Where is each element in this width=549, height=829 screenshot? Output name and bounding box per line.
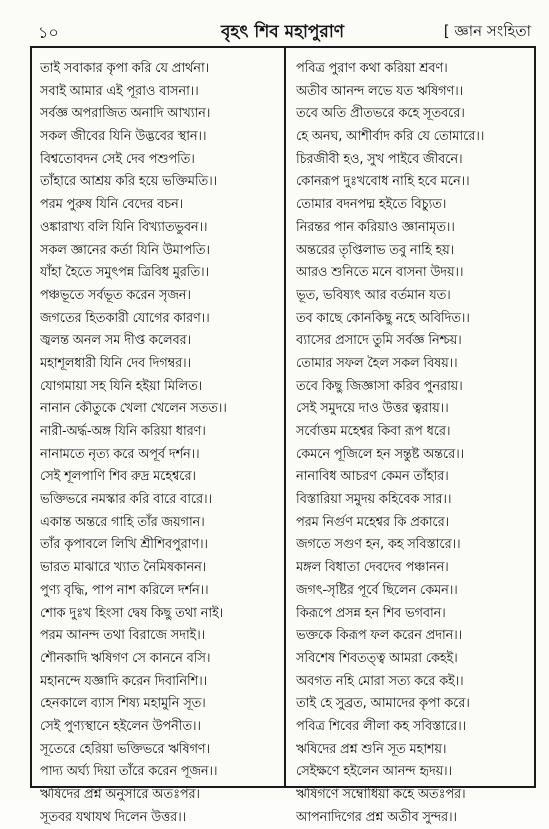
right-verse-line: অন্তরের তৃপ্তিলাভ তবু নাহি হয়। — [296, 242, 454, 258]
left-verse-line: জগতের হিতকারী যোগের কারণ।। — [40, 310, 210, 326]
right-verse-line: পবিত্র শিবের লীলা কহ সবিস্তারে।। — [296, 718, 467, 734]
left-verse-line: ওঙ্কারাখ্য বলি যিনি বিখ্যাতভুবন।। — [40, 219, 208, 235]
left-verse-line: মহাশূলধারী যিনি দেব দিগম্বর।। — [40, 355, 191, 371]
left-verse-line: সূতবর যথাযথ দিলেন উত্তর।। — [40, 809, 187, 825]
right-column — [296, 58, 544, 829]
right-verse-line: তোমার সফল হৈল সকল বিষয়।। — [296, 355, 458, 371]
right-verse-line: আরও শুনিতে মনে বাসনা উদয়।। — [296, 265, 464, 281]
right-verse-line: আপনাদিগের প্রশ্ন অতীব সুন্দর।। — [296, 809, 457, 825]
left-verse-line: সূতেরে হেরিয়া ভক্তিভরে ঋষিগণ। — [40, 741, 210, 757]
right-verse-line: তোমার বদনপদ্ম হইতে বিচ্যুত। — [296, 197, 447, 213]
left-verse-line: তাঁর কৃপাবলে লিখি শ্রীশিবপুরাণ।। — [40, 537, 208, 553]
left-verse-line: শোক দুঃখ হিংসা দ্বেষ কিছু তথা নাই। — [40, 605, 223, 621]
left-verse-line: নানামতে নৃত্য করে অপূর্ব দর্শন।। — [40, 446, 200, 462]
left-verse-line: হেনকালে ব্যাস শিষ্য মহামুনি সূত। — [40, 696, 206, 712]
right-verse-line: সেই সমুদয়ে দাও উত্তর ত্বরায়।। — [296, 401, 449, 417]
right-verse-line: পরম নির্গুণ মহেশ্বর কি প্রকারে। — [296, 514, 450, 530]
right-verse-line: তাই হে সুব্রত, আমাদের কৃপা করে। — [296, 696, 470, 712]
left-verse-line: ঋষিদের প্রশ্ন অনুসারে অতঃপর। — [40, 787, 200, 802]
right-verse-line: জগতে সগুণ হন, কহ সবিস্তারে।। — [296, 537, 461, 553]
right-verse-line: ব্যাসের প্রসাদে তুমি সর্বজ্ঞ নিশ্চয়। — [296, 333, 462, 349]
left-verse-line: তাঁহারে আশ্রয় করি হয়ে ভক্তিমতি।। — [40, 174, 217, 190]
left-verse-line: সবাই আমার এই পূরাও বাসনা।। — [40, 83, 199, 99]
right-verse-line: কোনরূপ দুঃখবোধ নাহি হবে মনে।। — [296, 174, 470, 190]
right-verse-line: ঋষিগণে সম্বোধিয়া কহে অতঃপর। — [296, 787, 466, 802]
right-verse-line: কিরূপে প্রসন্ন হন শিব ভগবান। — [296, 605, 446, 621]
right-verse-line: হে অনঘ, আশীর্বাদ করি যে তোমারে।। — [296, 129, 485, 145]
right-verse-line: মঙ্গল বিধাতা দেবদেব পঞ্চানন। — [296, 560, 449, 576]
right-verse-line: নিরন্তর পান করিয়াও জ্ঞানামৃত।। — [296, 219, 455, 235]
right-verse-line: নানাবিধ আচরণ কেমন তাঁহার। — [296, 469, 449, 485]
right-verse-line: তবে কিছু জিজ্ঞাসা করিব পুনরায়। — [296, 378, 463, 394]
right-verse-line: তবে অতি প্রীতভরে কহে সূতবরে। — [296, 106, 465, 122]
left-verse-line: ভারত মাঝারে খ্যাত নৈমিষকানন। — [40, 560, 207, 576]
text-frame — [30, 46, 536, 825]
left-verse-line: মহানন্দে যজ্ঞাদি করেন দিবানিশি।। — [40, 673, 208, 689]
left-verse-line: সকল জ্ঞানের কর্তা যিনি উমাপতি। — [40, 242, 210, 258]
left-verse-line: পাদ্য অর্ঘ্য দিয়া তাঁরে করেন পূজন।। — [40, 764, 218, 780]
left-verse-line: সেই শূলপাণি শিব রুদ্র মহেশ্বরে। — [40, 469, 196, 485]
left-verse-line: পরম পুরুষ যিনি বেদের বচন। — [40, 197, 183, 213]
left-verse-line: সেই পুণ্যস্থানে হইলেন উপনীত।। — [40, 718, 201, 734]
right-verse-line: ভক্তকে কিরূপ ফল করেন প্রদান।। — [296, 628, 463, 644]
left-column — [40, 58, 288, 829]
book-title: বৃহৎ শিব মহাপুরাণ — [220, 22, 345, 42]
left-verse-line: বিশ্বতোবদন সেই দেব পশুপতি। — [40, 151, 195, 167]
left-verse-line: নারী-অর্দ্ধ-অঙ্গ যিনি করিয়া ধারণ। — [40, 424, 206, 439]
right-verse-line: সবিশেষ শিবতত্ত্ব আমরা কেহই। — [296, 650, 458, 666]
page-header — [30, 18, 535, 44]
left-verse-line: সকল জীবের যিনি উদ্ভবের স্থান।। — [40, 129, 207, 145]
right-verse-line: কেমনে পূজিলে হন সন্তুষ্ট অন্তরে।। — [296, 446, 465, 462]
left-verse-line: তাই সবাকার কৃপা করি যে প্রার্থনা। — [40, 61, 210, 76]
left-verse-line: পঞ্চভূতে সর্বভূত করেন সৃজন। — [40, 287, 191, 303]
left-verse-line: ভক্তিভরে নমস্কার করি বারে বারে।। — [40, 492, 212, 508]
left-verse-line: সর্বজ্ঞ অপরাজিত অনাদি আখ্যান। — [40, 106, 211, 122]
section-title: [ জ্ঞান সংহিতা — [443, 22, 531, 40]
right-verse-line: অতীব আনন্দ লভে যত ঋষিগণ।। — [296, 83, 464, 99]
right-verse-line: জগৎ-সৃষ্টির পূর্বে ছিলেন কেমন।। — [296, 582, 458, 598]
left-verse-line: যাঁহা হৈতে সমুৎপন্ন ত্রিবিধ মুরতি।। — [40, 265, 209, 281]
right-verse-line: সেইক্ষণে হইলেন আনন্দ হৃদয়।। — [296, 764, 452, 780]
right-verse-line: ঋষিদের প্রশ্ন শুনি সূত মহাশয়। — [296, 741, 447, 757]
page-number: ১০ — [38, 23, 59, 42]
left-verse-line: একান্ত অন্তরে গাহি তাঁর জয়গান। — [40, 514, 205, 530]
left-verse-line: নানান কৌতুকে খেলা খেলেন সতত।। — [40, 401, 227, 417]
left-verse-line: জ্বলন্ত অনল সম দীপ্ত কলেবর। — [40, 333, 191, 349]
right-verse-line: অবগত নহি মোরা সত্য করে কই।। — [296, 673, 464, 689]
right-verse-line: সর্বোত্তম মহেশ্বর কিবা রূপ ধরে। — [296, 424, 451, 439]
right-verse-line: ভূত, ভবিষ্যৎ আর বর্তমান যত। — [296, 287, 451, 303]
left-verse-line: পুণ্য বৃদ্ধি, পাপ নাশ করিলে দর্শন।। — [40, 582, 209, 598]
left-verse-line: যোগমায়া সহ যিনি হইয়া মিলিত। — [40, 378, 203, 394]
right-verse-line: তব কাছে কোনকিছু নহে অবিদিত।। — [296, 310, 470, 326]
right-verse-line: চিরজীবী হও, সুখ পাইবে জীবনে। — [296, 151, 463, 167]
right-verse-line: বিস্তারিয়া সমুদয় কহিবেক সার।। — [296, 492, 452, 508]
left-verse-line: পরম আনন্দ তথা বিরাজে সদাই।। — [40, 628, 205, 644]
left-verse-line: শৌনকাদি ঋষিগণ সে কাননে বসি। — [40, 650, 211, 666]
right-verse-line: পবিত্র পুরাণ কথা করিয়া শ্রবণ। — [296, 61, 448, 76]
